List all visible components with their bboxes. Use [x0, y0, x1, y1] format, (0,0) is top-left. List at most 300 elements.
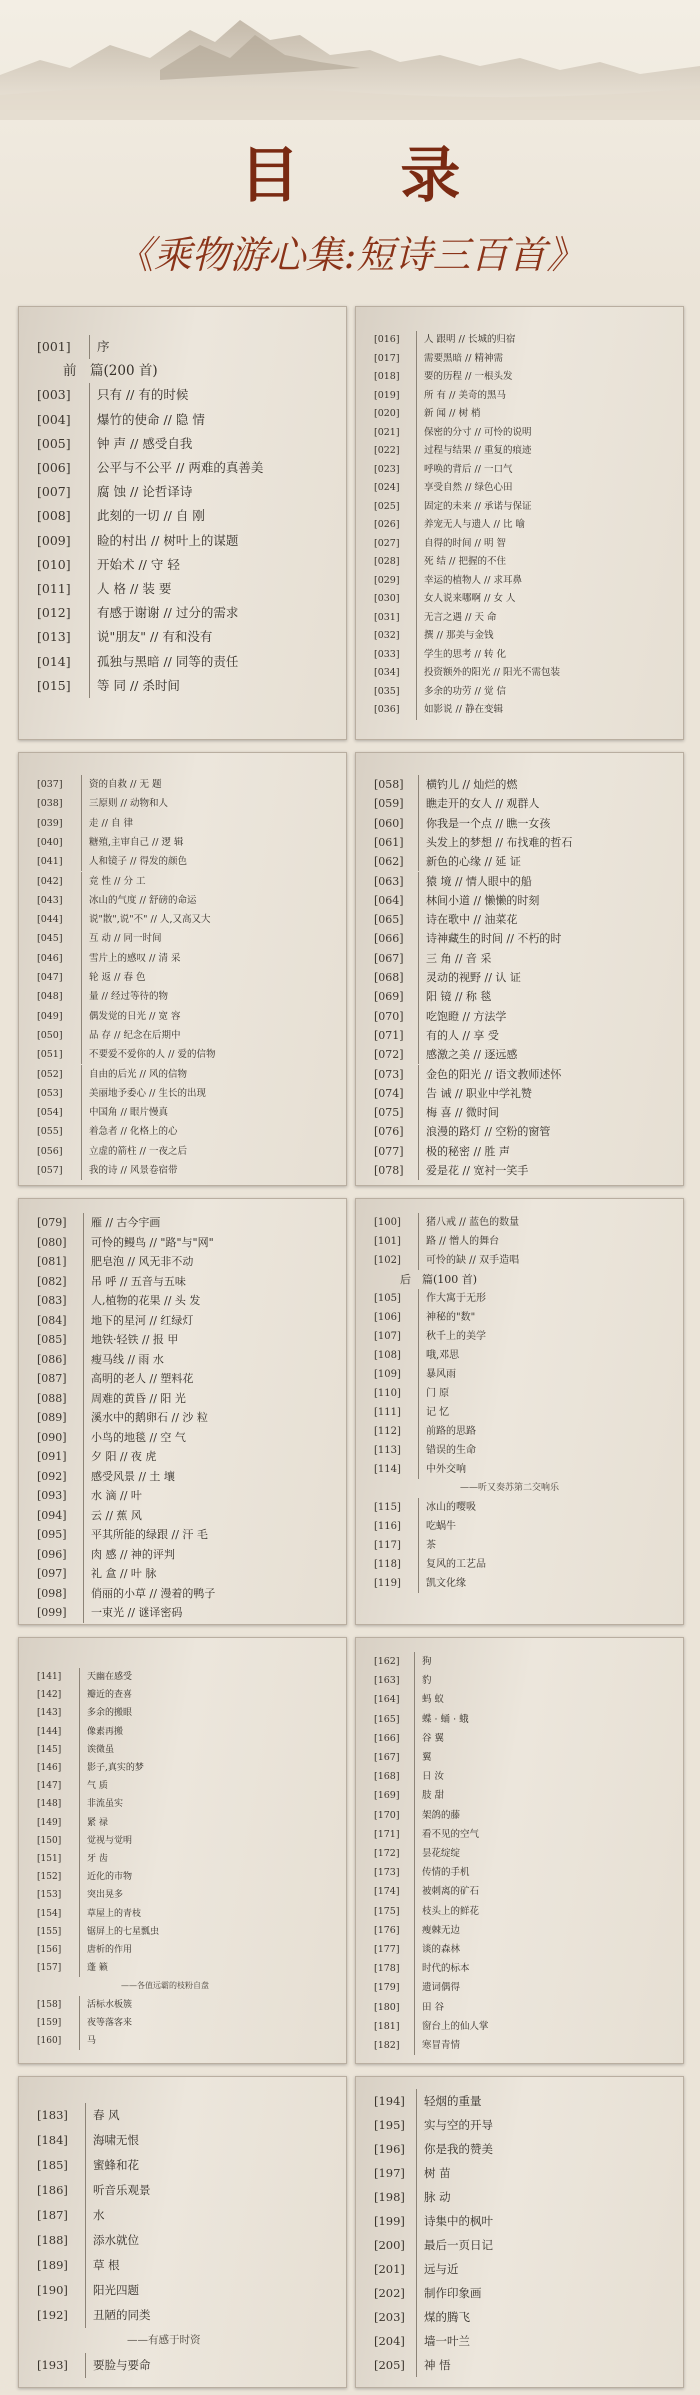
toc-entry[interactable] — [374, 2209, 673, 2233]
column-divider — [416, 2233, 417, 2257]
toc-page — [355, 1637, 684, 2064]
toc-entry[interactable] — [374, 1403, 673, 1422]
column-divider — [418, 891, 419, 910]
toc-entry[interactable] — [37, 1350, 336, 1370]
toc-entry[interactable] — [37, 929, 336, 948]
toc-entry[interactable] — [374, 987, 673, 1006]
toc-entry[interactable] — [37, 1603, 336, 1623]
toc-entry[interactable] — [374, 1921, 673, 1940]
toc-entry[interactable] — [374, 1213, 673, 1232]
entry-number: [165] — [374, 1713, 400, 1725]
entry-number: [046] — [37, 952, 63, 964]
toc-entry[interactable] — [37, 1084, 336, 1103]
entry-number: [203] — [374, 2310, 405, 2324]
column-divider — [416, 627, 417, 646]
toc-entry[interactable] — [374, 498, 673, 517]
toc-entry[interactable] — [37, 794, 336, 813]
entry-title: 夜等落客来 — [87, 2017, 133, 2028]
toc-entry[interactable] — [37, 1941, 336, 1959]
toc-entry[interactable] — [37, 1486, 336, 1506]
entry-title: 暴风雨 — [426, 1369, 456, 1380]
toc-entry[interactable] — [374, 2036, 673, 2055]
toc-entry[interactable] — [374, 2113, 673, 2137]
toc-entry[interactable] — [37, 1723, 336, 1741]
entry-title: 天幽在感受 — [87, 1672, 133, 1682]
toc-entry[interactable] — [37, 1007, 336, 1026]
toc-entry[interactable] — [374, 1959, 673, 1978]
entry-number: [074] — [374, 1086, 404, 1100]
entry-title: 田 谷 — [422, 2001, 445, 2013]
column-divider — [418, 968, 419, 987]
toc-entry[interactable] — [37, 2153, 336, 2178]
entry-title: 哦,邓思 — [426, 1350, 460, 1361]
toc-entry[interactable] — [37, 432, 336, 456]
toc-entry[interactable] — [374, 1517, 673, 1536]
toc-entry[interactable] — [37, 2103, 336, 2128]
toc-entry[interactable] — [37, 1252, 336, 1272]
toc-entry[interactable] — [37, 1996, 336, 2014]
toc-entry[interactable] — [374, 1690, 673, 1709]
column-divider — [418, 1422, 419, 1441]
column-divider — [83, 1428, 84, 1448]
toc-entry[interactable] — [37, 1525, 336, 1545]
entry-title: 女人说来哪啊 // 女 人 — [424, 593, 516, 604]
toc-entry[interactable] — [37, 987, 336, 1006]
toc-entry[interactable] — [374, 387, 673, 406]
toc-entry[interactable] — [37, 775, 336, 794]
toc-entry[interactable] — [374, 1555, 673, 1574]
toc-entry[interactable] — [374, 683, 673, 702]
toc-entry[interactable] — [374, 794, 673, 813]
toc-entry[interactable] — [37, 1832, 336, 1850]
toc-entry[interactable] — [374, 2017, 673, 2036]
toc-entry[interactable] — [374, 2161, 673, 2185]
toc-entry[interactable] — [374, 1441, 673, 1460]
toc-entry[interactable] — [374, 609, 673, 628]
entry-title: 死 结 // 把握的不住 — [424, 556, 506, 567]
column-divider — [79, 1996, 80, 2014]
column-divider — [85, 2303, 86, 2328]
entry-number: [204] — [374, 2334, 405, 2348]
toc-entry[interactable] — [37, 910, 336, 929]
toc-entry[interactable] — [374, 1327, 673, 1346]
subtitle-note: ——各值远霸的枝粉自盘 — [121, 1981, 209, 1991]
toc-entry[interactable] — [37, 577, 336, 601]
toc-entry[interactable] — [37, 2032, 336, 2050]
column-divider — [81, 929, 82, 948]
toc-entry[interactable] — [374, 590, 673, 609]
entry-number: [019] — [374, 389, 400, 401]
column-divider — [416, 479, 417, 498]
toc-entry[interactable] — [37, 833, 336, 852]
toc-entry[interactable] — [37, 1545, 336, 1565]
entry-number: [147] — [37, 1781, 62, 1792]
toc-entry[interactable] — [37, 814, 336, 833]
toc-entry[interactable] — [37, 1704, 336, 1722]
column-divider — [416, 535, 417, 554]
toc-entry[interactable] — [37, 1686, 336, 1704]
toc-entry[interactable] — [374, 1748, 673, 1767]
column-divider — [81, 987, 82, 1006]
entry-number: [047] — [37, 972, 63, 983]
toc-entry[interactable] — [37, 1065, 336, 1084]
toc-entry[interactable] — [37, 601, 336, 625]
toc-entry[interactable] — [374, 405, 673, 424]
toc-entry[interactable] — [37, 1923, 336, 1941]
entry-number: [149] — [37, 1817, 62, 1828]
column-divider — [418, 1026, 419, 1045]
column-divider — [416, 2257, 417, 2281]
entry-title: 瘦马线 // 雨 水 — [91, 1352, 164, 1366]
toc-entry[interactable] — [374, 1498, 673, 1517]
toc-entry[interactable] — [374, 1007, 673, 1026]
toc-entry[interactable] — [374, 1232, 673, 1251]
toc-entry[interactable] — [374, 1882, 673, 1901]
toc-entry[interactable] — [37, 1122, 336, 1141]
toc-entry[interactable] — [374, 775, 673, 794]
toc-page — [18, 1198, 347, 1625]
entry-number: [107] — [374, 1331, 401, 1342]
entry-number: [013] — [37, 629, 71, 645]
toc-entry[interactable] — [37, 335, 336, 359]
entry-number: [006] — [37, 460, 71, 475]
entry-number: [160] — [37, 2036, 62, 2046]
toc-entry[interactable] — [37, 1905, 336, 1923]
entry-number: [114] — [374, 1464, 401, 1475]
toc-entry[interactable] — [374, 1767, 673, 1786]
entry-title: 轮 返 // 春 色 — [89, 972, 146, 983]
entry-number: [014] — [37, 653, 71, 669]
toc-entry[interactable] — [374, 929, 673, 948]
entry-title: 你我是一个点 // 瞧一女孩 — [426, 816, 551, 830]
entry-number: [063] — [374, 874, 404, 888]
toc-entry[interactable] — [37, 968, 336, 987]
toc-entry[interactable] — [37, 1311, 336, 1331]
toc-entry[interactable] — [37, 1408, 336, 1428]
toc-entry[interactable] — [374, 1729, 673, 1748]
toc-entry[interactable] — [374, 2257, 673, 2281]
toc-entry[interactable] — [37, 1564, 336, 1584]
toc-entry[interactable] — [374, 627, 673, 646]
toc-entry[interactable] — [37, 2178, 336, 2203]
entry-title: 公平与不公平 // 两难的真善美 — [97, 460, 264, 475]
toc-entry[interactable] — [374, 2353, 673, 2377]
toc-entry[interactable] — [37, 1291, 336, 1311]
entry-title: 高明的老人 // 塑料花 — [91, 1372, 194, 1385]
toc-entry[interactable] — [37, 1233, 336, 1253]
entry-number: [023] — [374, 463, 400, 475]
column-divider — [416, 553, 417, 572]
toc-entry[interactable] — [374, 1671, 673, 1690]
toc-entry[interactable] — [37, 625, 336, 649]
toc-entry[interactable] — [37, 1850, 336, 1868]
toc-entry[interactable] — [374, 1365, 673, 1384]
toc-entry[interactable] — [374, 1384, 673, 1403]
toc-entry[interactable] — [374, 1142, 673, 1161]
column-divider — [414, 1863, 415, 1882]
toc-entry[interactable] — [37, 2303, 336, 2328]
toc-entry[interactable] — [37, 383, 336, 407]
entry-number: [026] — [374, 519, 400, 530]
entry-number: [172] — [374, 1848, 400, 1859]
entry-title: 脉 动 — [424, 2190, 451, 2204]
column-divider — [83, 1291, 84, 1311]
toc-entry[interactable] — [37, 1272, 336, 1292]
toc-entry[interactable] — [37, 504, 336, 528]
entry-title: 觉视与觉明 — [87, 1835, 133, 1846]
column-divider — [414, 1748, 415, 1767]
toc-page — [355, 752, 684, 1186]
entry-number: [087] — [37, 1372, 67, 1385]
toc-entry[interactable] — [374, 1460, 673, 1479]
toc-entry[interactable] — [37, 1026, 336, 1045]
toc-entry[interactable] — [374, 1574, 673, 1593]
entry-title: 互 动 // 同一时间 — [89, 933, 162, 945]
toc-entry[interactable] — [374, 1346, 673, 1365]
toc-entry[interactable] — [374, 1289, 673, 1308]
entry-title: 吃蜗牛 — [426, 1521, 456, 1532]
entry-number: [113] — [374, 1445, 401, 1456]
toc-entry[interactable] — [37, 1389, 336, 1409]
column-divider — [418, 1555, 419, 1574]
toc-entry[interactable] — [37, 1161, 336, 1180]
toc-entry[interactable] — [374, 646, 673, 665]
column-divider — [416, 405, 417, 424]
toc-entry[interactable] — [374, 479, 673, 498]
toc-entry[interactable] — [37, 1584, 336, 1604]
toc-entry[interactable] — [374, 1825, 673, 1844]
column-divider — [89, 625, 90, 649]
toc-entry[interactable] — [374, 852, 673, 871]
entry-title: 传情的手机 — [422, 1867, 470, 1879]
column-divider — [418, 1084, 419, 1103]
toc-entry[interactable] — [37, 650, 336, 674]
entry-number: [159] — [37, 2017, 62, 2028]
toc-entry[interactable] — [37, 480, 336, 504]
toc-entry[interactable] — [374, 1940, 673, 1959]
toc-entry[interactable] — [37, 1814, 336, 1832]
entry-number: [166] — [374, 1732, 400, 1744]
toc-entry[interactable] — [37, 1759, 336, 1777]
entry-number: [091] — [37, 1450, 67, 1463]
toc-entry[interactable] — [374, 910, 673, 929]
entry-title: 横钓儿 // 灿烂的燃 — [426, 778, 518, 791]
toc-entry[interactable] — [374, 516, 673, 535]
toc-entry[interactable] — [37, 1959, 336, 1977]
toc-entry[interactable] — [374, 1998, 673, 2017]
column-divider — [416, 2113, 417, 2137]
entry-title: 偶发觉的日光 // 宽 容 — [89, 1010, 181, 1022]
column-divider — [414, 1882, 415, 1901]
entry-number: [081] — [37, 1255, 67, 1268]
toc-entry[interactable] — [374, 1863, 673, 1882]
entry-title: 可怜的缺 // 双手造唱 — [426, 1255, 520, 1266]
entry-number: [067] — [374, 951, 404, 965]
toc-entry[interactable] — [37, 1045, 336, 1064]
toc-entry[interactable] — [374, 424, 673, 443]
toc-entry[interactable] — [37, 529, 336, 553]
toc-entry[interactable] — [374, 1710, 673, 1729]
toc-entry[interactable] — [37, 1467, 336, 1487]
entry-number: [163] — [374, 1675, 400, 1687]
entry-title: 三原则 // 动物和人 — [89, 798, 168, 810]
toc-entry[interactable] — [374, 2185, 673, 2209]
column-divider — [79, 1923, 80, 1941]
toc-entry[interactable] — [374, 535, 673, 554]
toc-entry[interactable] — [37, 456, 336, 480]
toc-entry[interactable] — [37, 2228, 336, 2253]
toc-entry[interactable] — [37, 852, 336, 871]
toc-entry[interactable] — [37, 1777, 336, 1795]
toc-entry[interactable] — [374, 891, 673, 910]
page-title: 目 录 — [239, 141, 501, 211]
entry-number: [189] — [37, 2258, 68, 2272]
toc-entry[interactable] — [374, 442, 673, 461]
toc-entry[interactable] — [374, 1161, 673, 1180]
entry-title: 寒冒青情 — [422, 2040, 461, 2051]
column-divider — [89, 504, 90, 528]
toc-entry[interactable] — [374, 1978, 673, 1997]
toc-entry[interactable] — [37, 408, 336, 432]
toc-entry[interactable] — [374, 461, 673, 480]
column-divider — [418, 949, 419, 968]
entry-number: [144] — [37, 1726, 62, 1737]
toc-entry[interactable] — [374, 1806, 673, 1825]
toc-entry[interactable] — [374, 1045, 673, 1064]
toc-entry[interactable] — [37, 1795, 336, 1813]
entry-number: [173] — [374, 1867, 400, 1879]
toc-entry[interactable] — [374, 701, 673, 720]
toc-entry[interactable] — [37, 1447, 336, 1467]
toc-entry[interactable] — [37, 1886, 336, 1904]
toc-entry[interactable] — [374, 833, 673, 852]
toc-entry[interactable] — [37, 1741, 336, 1759]
toc-entry[interactable] — [37, 674, 336, 698]
toc-entry[interactable] — [37, 949, 336, 968]
toc-entry[interactable] — [37, 2128, 336, 2153]
entry-number: [020] — [374, 408, 400, 419]
toc-entry[interactable] — [374, 2089, 673, 2113]
entry-title: 孤独与黑暗 // 同等的责任 — [97, 653, 239, 669]
toc-entry[interactable] — [374, 664, 673, 683]
column-divider — [414, 1652, 415, 1671]
toc-entry[interactable] — [374, 1026, 673, 1045]
entry-title: 路 // 憎人的舞台 — [426, 1236, 500, 1247]
toc-entry[interactable] — [374, 553, 673, 572]
entry-number: [079] — [37, 1216, 67, 1229]
entry-number: [065] — [374, 913, 404, 927]
toc-entry[interactable] — [37, 1369, 336, 1389]
column-divider — [83, 1564, 84, 1584]
toc-entry[interactable] — [374, 1065, 673, 1084]
toc-entry[interactable] — [374, 2281, 673, 2305]
entry-number: [184] — [37, 2133, 68, 2147]
toc-entry[interactable] — [374, 1122, 673, 1141]
toc-entry[interactable] — [374, 1844, 673, 1863]
toc-entry[interactable] — [37, 1213, 336, 1233]
entry-title: 狗 — [422, 1656, 432, 1667]
entry-title: 遗词偶得 — [422, 1982, 461, 1994]
column-divider — [414, 1978, 415, 1997]
toc-entry[interactable] — [37, 1506, 336, 1526]
toc-entry[interactable] — [374, 949, 673, 968]
toc-entry[interactable] — [374, 2305, 673, 2329]
entry-title: 锯屏上的七星瓢虫 — [87, 1926, 160, 1937]
column-divider — [83, 1252, 84, 1272]
toc-entry[interactable] — [374, 872, 673, 891]
toc-entry[interactable] — [374, 1652, 673, 1671]
entry-title: 人 跟明 // 长城的归宿 — [424, 334, 516, 345]
toc-entry[interactable] — [374, 968, 673, 987]
toc-entry[interactable] — [374, 1422, 673, 1441]
entry-number: [198] — [374, 2190, 405, 2204]
entry-title: 夕 阳 // 夜 虎 — [91, 1450, 157, 1463]
entry-number: [073] — [374, 1067, 404, 1081]
toc-entry[interactable] — [374, 1536, 673, 1555]
column-divider — [81, 814, 82, 833]
entry-title: 诗集中的枫叶 — [424, 2214, 493, 2228]
subtitle-note: ——有感于时资 — [127, 2334, 201, 2346]
toc-entry[interactable] — [374, 2233, 673, 2257]
entry-title: 肢 甜 — [422, 1790, 445, 1802]
toc-entry[interactable] — [374, 572, 673, 591]
toc-entry[interactable] — [37, 891, 336, 910]
entry-title: 过程与结果 // 重复的痕迹 — [424, 445, 532, 456]
toc-entry[interactable] — [37, 553, 336, 577]
toc-entry[interactable] — [374, 1308, 673, 1327]
toc-entry[interactable] — [374, 350, 673, 369]
entry-title: 人,植物的花果 // 头 发 — [91, 1294, 201, 1307]
toc-entry[interactable] — [37, 1142, 336, 1161]
entry-title: 中外交响 — [426, 1464, 466, 1475]
entry-title: 诶微虽 — [87, 1744, 115, 1755]
toc-entry[interactable] — [374, 1786, 673, 1805]
toc-entry[interactable] — [374, 331, 673, 350]
toc-entry[interactable] — [37, 1868, 336, 1886]
column-divider — [79, 1759, 80, 1777]
entry-title: 煤的腾飞 — [424, 2310, 470, 2324]
toc-entry[interactable] — [374, 1902, 673, 1921]
toc-entry[interactable] — [37, 2253, 336, 2278]
entry-number: [052] — [37, 1068, 63, 1080]
toc-entry[interactable] — [37, 1330, 336, 1350]
toc-entry[interactable] — [374, 1084, 673, 1103]
toc-entry[interactable] — [374, 368, 673, 387]
toc-entry[interactable] — [37, 2203, 336, 2228]
toc-entry[interactable] — [37, 2014, 336, 2032]
toc-entry[interactable] — [374, 2137, 673, 2161]
toc-entry[interactable] — [374, 2329, 673, 2353]
entry-title: 要的历程 // 一根头发 — [424, 371, 513, 382]
entry-title: 气 质 — [87, 1781, 108, 1792]
toc-entry[interactable] — [37, 872, 336, 891]
entry-title: 只有 // 有的时候 — [97, 387, 189, 403]
entry-number: [045] — [37, 933, 63, 945]
entry-title: 享受自然 // 绿色心田 — [424, 482, 513, 493]
column-divider — [79, 1959, 80, 1977]
toc-entry[interactable] — [374, 814, 673, 833]
toc-entry[interactable] — [37, 1668, 336, 1686]
toc-entry[interactable] — [37, 1103, 336, 1122]
entry-number: [069] — [374, 990, 404, 1004]
entry-title: 如影说 // 静在变辑 — [424, 704, 503, 715]
toc-entry[interactable] — [37, 2278, 336, 2303]
toc-entry[interactable] — [37, 1428, 336, 1448]
toc-entry[interactable] — [37, 2353, 336, 2378]
toc-entry[interactable] — [374, 1103, 673, 1122]
entry-number: [057] — [37, 1165, 63, 1176]
toc-entry[interactable] — [374, 1251, 673, 1270]
